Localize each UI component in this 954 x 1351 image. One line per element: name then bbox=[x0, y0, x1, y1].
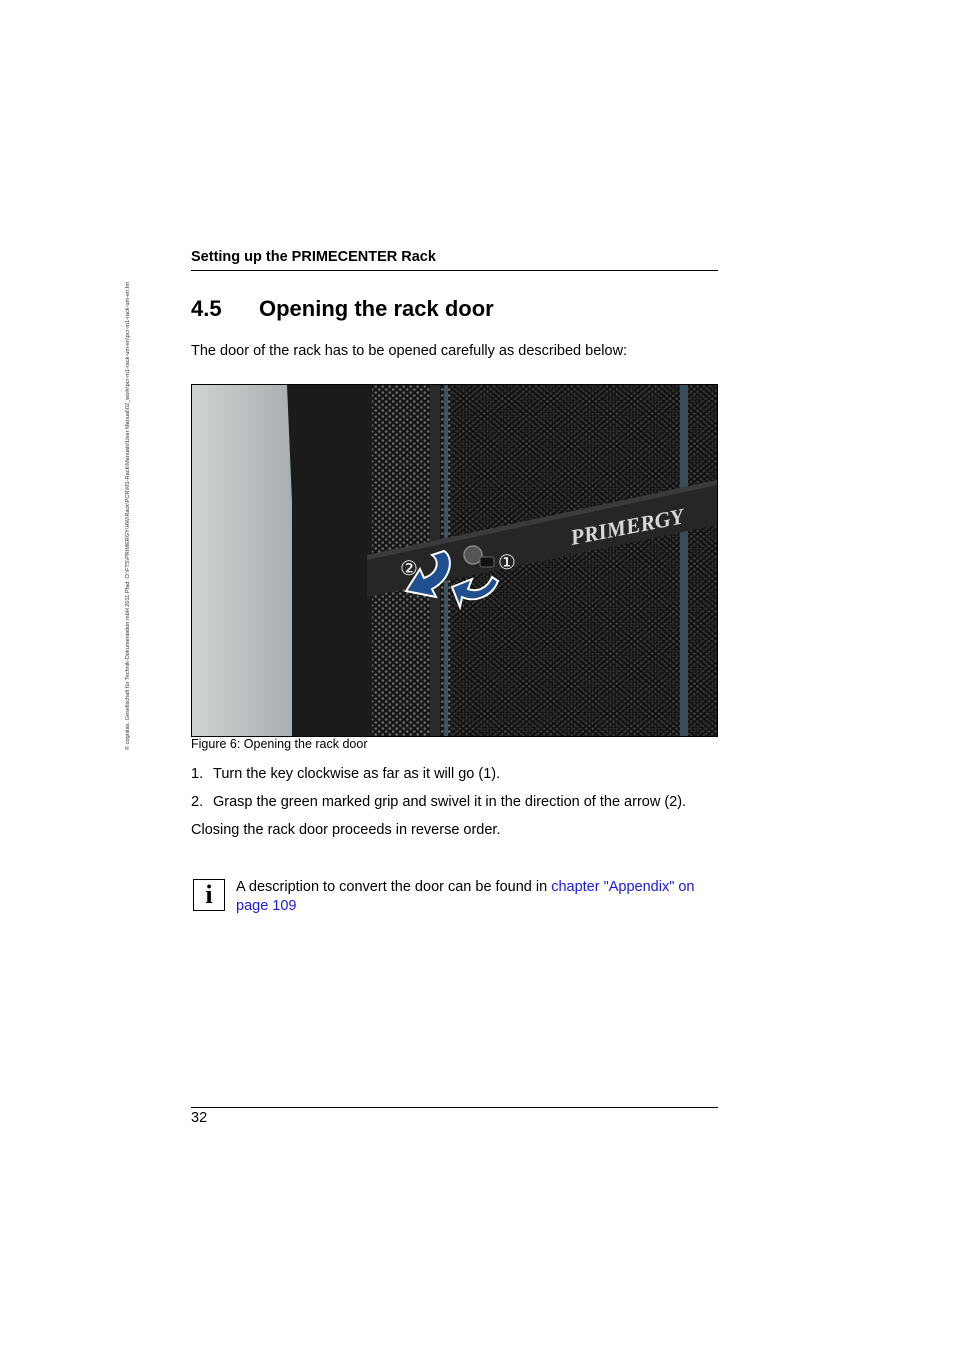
key bbox=[480, 557, 494, 567]
rack-door-illustration bbox=[192, 385, 717, 736]
section-title bbox=[191, 296, 718, 322]
side-path-note bbox=[122, 240, 138, 750]
step-item bbox=[191, 794, 731, 822]
brand-label: PRIMERGY bbox=[568, 503, 686, 550]
step-text: Turn the key clockwise as far as it will go (1). bbox=[213, 766, 501, 782]
rack-frame bbox=[287, 385, 377, 736]
intro-paragraph: The door of the rack has to be opened carefully as described below: bbox=[191, 343, 628, 359]
info-icon: i bbox=[193, 879, 225, 911]
marker-2: ② bbox=[400, 556, 418, 580]
figure-caption: Figure 6: Opening the rack door bbox=[191, 737, 368, 751]
lock-cylinder bbox=[464, 546, 482, 564]
section-number: 4.5 bbox=[191, 296, 222, 321]
step-list bbox=[191, 766, 731, 822]
wall-surface bbox=[192, 385, 292, 736]
step-text: Grasp the green marked grip and swivel it in the direction of the arrow (2). bbox=[213, 794, 687, 810]
step-number: 2. bbox=[191, 794, 204, 810]
step-item bbox=[191, 766, 731, 794]
info-note bbox=[236, 878, 721, 916]
rack-door-photo bbox=[191, 384, 718, 737]
side-path-note-text: © cognitas. Gesellschaft für Technik-Dokumentation mbH 2011 Pfad: O:\FTS\PRIMERGY\HW\Rack\PCR\M1-Rack\Manuals\User Manual\02_work\pcr-m1-rack-um-en\pcr-m1-rack-um-en.fm bbox=[125, 281, 131, 750]
running-head: Setting up the PRIMECENTER Rack bbox=[191, 249, 436, 265]
step-number: 1. bbox=[191, 766, 204, 782]
header-rule bbox=[191, 270, 718, 271]
closing-paragraph: Closing the rack door proceeds in reverse order. bbox=[191, 822, 501, 838]
footer-rule bbox=[191, 1107, 718, 1108]
page-number: 32 bbox=[191, 1110, 208, 1126]
appendix-link[interactable]: chapter "Appendix" on page 109 bbox=[236, 879, 695, 914]
marker-1: ① bbox=[498, 550, 516, 574]
section-title-text: Opening the rack door bbox=[259, 296, 494, 321]
info-text: A description to convert the door can be found in bbox=[236, 879, 552, 895]
